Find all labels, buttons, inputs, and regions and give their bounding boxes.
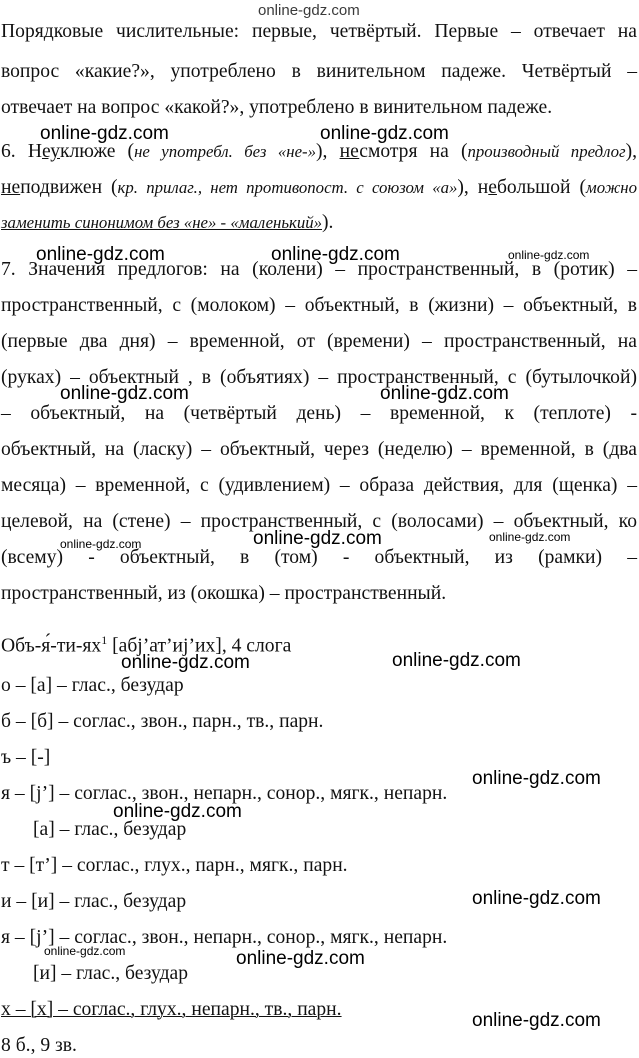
watermark: online-gdz.com — [60, 537, 142, 551]
watermark: online-gdz.com — [40, 123, 169, 144]
para7-line-9: (всему) - объектный, в (том) - объектный, из (рамки) – — [1, 547, 637, 568]
phonetic-row: [и] – глас., безудар — [33, 963, 189, 984]
watermark: online-gdz.com — [508, 248, 590, 262]
watermark: online-gdz.com — [392, 650, 521, 671]
para7-line-8: целевой, на (стене) – пространственный, с (волосами) – объектный, ко — [1, 511, 637, 532]
para7-line-4: (руках) – объектный , в (объятиях) – пространственный, с (бутылочкой) — [1, 367, 637, 388]
watermark: online-gdz.com — [472, 768, 601, 789]
phonetic-row: и – [и] – глас., безудар — [1, 891, 187, 912]
phonetic-row: х – [х] – соглас., глух., непарн., тв., парн. — [1, 999, 342, 1020]
watermark: online-gdz.com — [271, 244, 400, 265]
phonetic-row: б – [б] – соглас., звон., парн., тв., парн. — [1, 711, 324, 732]
watermark: online-gdz.com — [253, 528, 382, 549]
watermark: online-gdz.com — [121, 652, 250, 673]
watermark: online-gdz.com — [44, 944, 126, 958]
para1-line-3: отвечает на вопрос «какой?», употреблено в винительном падеже. — [1, 97, 553, 118]
watermark: online-gdz.com — [472, 888, 601, 909]
phonetic-total: 8 б., 9 зв. — [1, 1035, 77, 1056]
phonetic-row: о – [а] – глас., безудар — [1, 675, 184, 696]
para1-line-1: Порядковые числительные: первые, четвёртый. Первые – отвечает на — [1, 21, 637, 42]
phonetic-row: т – [т’] – соглас., глух., парн., мягк., парн. — [1, 855, 348, 876]
para7-line-5: – объектный, на (четвёртый день) – временной, к (теплоте) - — [1, 403, 637, 424]
watermark: online-gdz.com — [36, 244, 165, 265]
phonetic-title: Объ-$я́-ти-ях^1$ [абj’ат’иj’их], 4 слога — [1, 633, 292, 657]
phonetic-row: я – [j’] – соглас., звон., непарн., сонор., мягк., непарн. — [1, 927, 448, 948]
para1-line-2: вопрос «какие?», употреблено в винительном падеже. Четвёртый – — [1, 61, 637, 82]
watermark: online-gdz.com — [236, 948, 365, 969]
para7-line-2: пространственный, с (молоком) – объектный, в (жизни) – объектный, в — [1, 295, 637, 316]
para6-line-3: заменить синонимом без «не» - «маленький»). — [1, 212, 334, 233]
para7-line-10: пространственный, из (окошка) – пространственный. — [1, 583, 447, 604]
watermark: online-gdz.com — [472, 1010, 601, 1031]
watermark: online-gdz.com — [380, 383, 509, 404]
watermark: online-gdz.com — [60, 383, 189, 404]
para6-line-2: неподвижен (кр. прилаг., нет противопост. с союзом «а»), небольшой (можно — [1, 177, 638, 198]
para7-line-6: объектный, на (ласку) – объектный, через (неделю) – временной, в (два — [1, 439, 637, 460]
watermark: online-gdz.com — [113, 801, 242, 822]
watermark-top: online-gdz.com — [258, 2, 360, 19]
phonetic-row: ъ – [-] — [1, 747, 51, 768]
para6-line-1: 6. Неуклюже (не употребл. без «не-»), несмотря на (производный предлог), — [1, 141, 638, 162]
phonetic-row: я – [j’] – соглас., звон., непарн., сонор., мягк., непарн. — [1, 783, 448, 804]
watermark: online-gdz.com — [489, 530, 571, 544]
watermark: online-gdz.com — [320, 123, 449, 144]
para7-line-7: месяца) – временной, с (удивлением) – образа действия, для (щенка) – — [1, 475, 637, 496]
para7-line-1: 7. Значения предлогов: на (колени) – пространственный, в (ротик) – — [1, 259, 637, 280]
phonetic-row: [а] – глас., безудар — [33, 819, 187, 840]
para7-line-3: (первые два дня) – временной, от (времени) – пространственный, на — [1, 331, 637, 352]
